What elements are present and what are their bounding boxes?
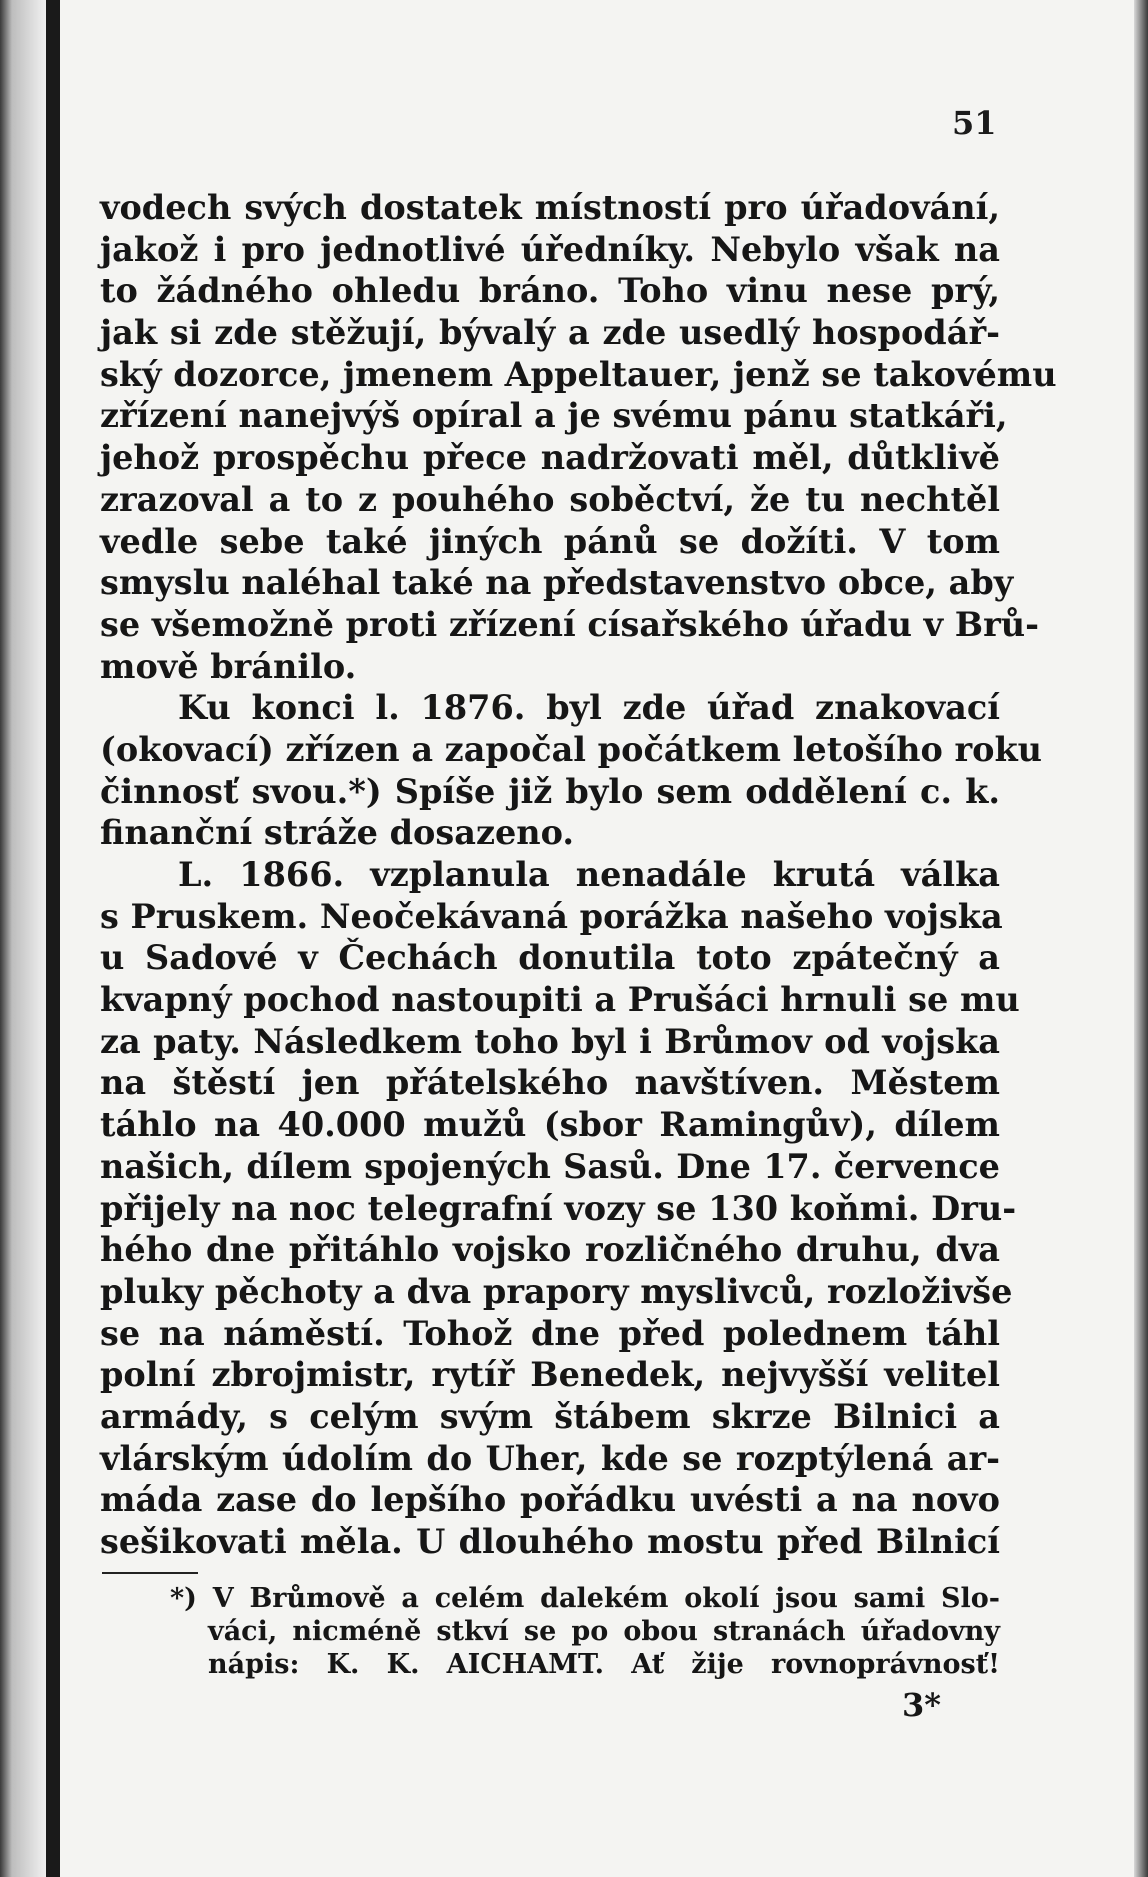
signature-mark: 3* [902,1686,941,1724]
text-line: přijely na noc telegrafní vozy se 130 koňmi. Dru- [100,1188,1017,1228]
text-line: ský dozorce, jmenem Appeltauer, jenž se takovému [100,354,1057,394]
footnote-line: nápis: K. K. AICHAMT. Ať žije rovnoprávnosť! [208,1649,1000,1680]
footnote-line: *) V Brůmově a celém dalekém okolí jsou sami Slo- [170,1583,1000,1614]
text-line: sešikovati měla. U dlouhého mostu před Bilnicí [100,1522,1000,1561]
text-line: to žádného ohledu bráno. Toho vinu nese prý, [100,271,1000,311]
text-line: za paty. Následkem toho byl i Brůmov od vojska [100,1021,1000,1061]
page-number: 51 [952,104,997,142]
text-line: jakož i pro jednotlivé úředníky. Nebylo však na [100,229,1000,269]
text-line: polní zbrojmistr, rytíř Benedek, nejvyšší velitel [100,1355,1000,1395]
text-line: se všemožně proti zřízení císařského úřadu v Brů- [100,604,1039,644]
text-line: táhlo na 40.000 mužů (sbor Ramingův), dílem [100,1105,1000,1145]
footnote [100,1582,1000,1681]
text-line: vlárským údolím do Uher, kde se rozptýlená ar- [100,1438,1000,1478]
text-line: mově bránilo. [100,646,357,686]
text-line: kvapný pochod nastoupiti a Prušáci hrnuli se mu [100,980,1020,1020]
text-line: jehož prospěchu přece nadržovati měl, důtklivě [100,438,1000,478]
text-line: jak si zde stěžují, bývalý a zde usedlý hospodář- [100,313,1000,353]
book-spine-shadow [46,0,60,1877]
text-line: na štěstí jen přátelského navštíven. Městem [100,1063,1000,1103]
text-line: vodech svých dostatek místností pro úřadování, [100,188,1000,227]
text-line: Ku konci l. 1876. byl zde úřad znakovací [178,688,1000,728]
text-line: se na náměstí. Tohož dne před polednem táhl [100,1313,1000,1353]
main-text [100,187,1057,1563]
page-left-margin [0,0,50,1877]
page-right-edge [1134,0,1148,1877]
footnote-line: váci, nicméně stkví se po obou stranách úřadovny [208,1616,1000,1647]
text-line: pluky pěchoty a dva prapory myslivců, rozloživše [100,1271,1013,1311]
text-line: finanční stráže dosazeno. [100,813,575,853]
text-line: činnosť svou.*) Spíše již bylo sem oddělení c. k. [100,771,1000,811]
text-line: s Pruskem. Neočekávaná porážka našeho vojska [100,896,1003,936]
text-line: zrazoval a to z pouhého soběctví, že tu nechtěl [100,479,1000,519]
text-line: máda zase do lepšího pořádku uvésti a na novo [100,1480,1000,1520]
text-line: zřízení nanejvýš opíral a je svému pánu statkáři, [100,396,1008,436]
text-line: smyslu naléhal také na představenstvo obce, aby [100,563,1014,603]
text-line: armády, s celým svým štábem skrze Bilnici a [100,1396,1000,1436]
text-line: našich, dílem spojených Sasů. Dne 17. července [100,1146,1000,1186]
footnote-divider [102,1572,198,1574]
text-line: (okovací) zřízen a započal počátkem letošího roku [100,729,1043,769]
text-line: u Sadové v Čechách donutila toto zpátečný a [100,938,1000,978]
text-line: L. 1866. vzplanula nenadále krutá válka [178,855,1000,894]
text-line: hého dne přitáhlo vojsko rozličného druhu, dva [100,1230,1000,1270]
text-line: vedle sebe také jiných pánů se dožíti. V tom [100,521,1000,561]
